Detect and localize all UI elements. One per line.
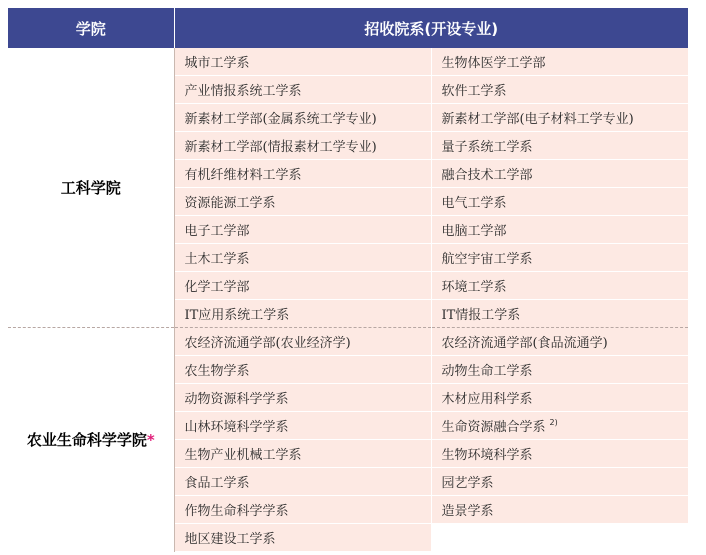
department-cell: 木材应用科学系 bbox=[431, 384, 688, 412]
table-row bbox=[8, 328, 688, 356]
department-cell: 城市工学系 bbox=[174, 48, 431, 76]
department-cell: 造景学系 bbox=[431, 496, 688, 524]
department-cell: 电气工学系 bbox=[431, 188, 688, 216]
department-cell: 动物资源科学学系 bbox=[174, 384, 431, 412]
footnote-marker: 2) bbox=[549, 418, 558, 427]
department-cell: 新素材工学部(电子材料工学专业) bbox=[431, 104, 688, 132]
department-cell: 农经济流通学部(食品流通学) bbox=[431, 328, 688, 356]
department-cell: 农经济流通学部(农业经济学) bbox=[174, 328, 431, 356]
department-cell: 作物生命科学学系 bbox=[174, 496, 431, 524]
empty-cell bbox=[431, 524, 688, 552]
department-cell: 新素材工学部(金属系统工学专业) bbox=[174, 104, 431, 132]
department-cell: 产业情报系统工学系 bbox=[174, 76, 431, 104]
admission-table bbox=[8, 8, 688, 552]
department-cell: IT应用系统工学系 bbox=[174, 300, 431, 328]
department-cell: 农生物学系 bbox=[174, 356, 431, 384]
table-header-row bbox=[8, 8, 688, 48]
department-cell: 电脑工学部 bbox=[431, 216, 688, 244]
header-departments: 招收院系(开设专业) bbox=[174, 8, 688, 48]
department-cell: 地区建设工学系 bbox=[174, 524, 431, 552]
department-cell: 园艺学系 bbox=[431, 468, 688, 496]
department-cell: 动物生命工学系 bbox=[431, 356, 688, 384]
department-cell: 航空宇宙工学系 bbox=[431, 244, 688, 272]
department-cell: 环境工学系 bbox=[431, 272, 688, 300]
department-cell: 化学工学部 bbox=[174, 272, 431, 300]
asterisk-marker: * bbox=[146, 431, 155, 450]
college-agriculture bbox=[8, 328, 174, 552]
department-cell: 电子工学部 bbox=[174, 216, 431, 244]
table-row bbox=[8, 48, 688, 76]
department-label: 生命资源融合学系 bbox=[441, 420, 546, 435]
department-cell: 生物体医学工学部 bbox=[431, 48, 688, 76]
department-cell: 生物产业机械工学系 bbox=[174, 440, 431, 468]
header-college: 学院 bbox=[8, 8, 174, 48]
department-cell: 生物环境科学系 bbox=[431, 440, 688, 468]
department-cell: 有机纤维材料工学系 bbox=[174, 160, 431, 188]
college-name: 农业生命科学学院 bbox=[26, 431, 147, 450]
department-cell: 融合技术工学部 bbox=[431, 160, 688, 188]
department-cell: IT情报工学系 bbox=[431, 300, 688, 328]
department-cell: 软件工学系 bbox=[431, 76, 688, 104]
department-cell: 资源能源工学系 bbox=[174, 188, 431, 216]
college-engineering bbox=[8, 48, 174, 328]
department-cell: 量子系统工学系 bbox=[431, 132, 688, 160]
department-cell: 新素材工学部(情报素材工学专业) bbox=[174, 132, 431, 160]
admission-table-container bbox=[8, 8, 688, 552]
department-cell: 土木工学系 bbox=[174, 244, 431, 272]
department-cell: 山林环境科学学系 bbox=[174, 412, 431, 440]
college-name: 工科学院 bbox=[60, 179, 121, 197]
department-cell bbox=[431, 412, 688, 440]
department-cell: 食品工学系 bbox=[174, 468, 431, 496]
